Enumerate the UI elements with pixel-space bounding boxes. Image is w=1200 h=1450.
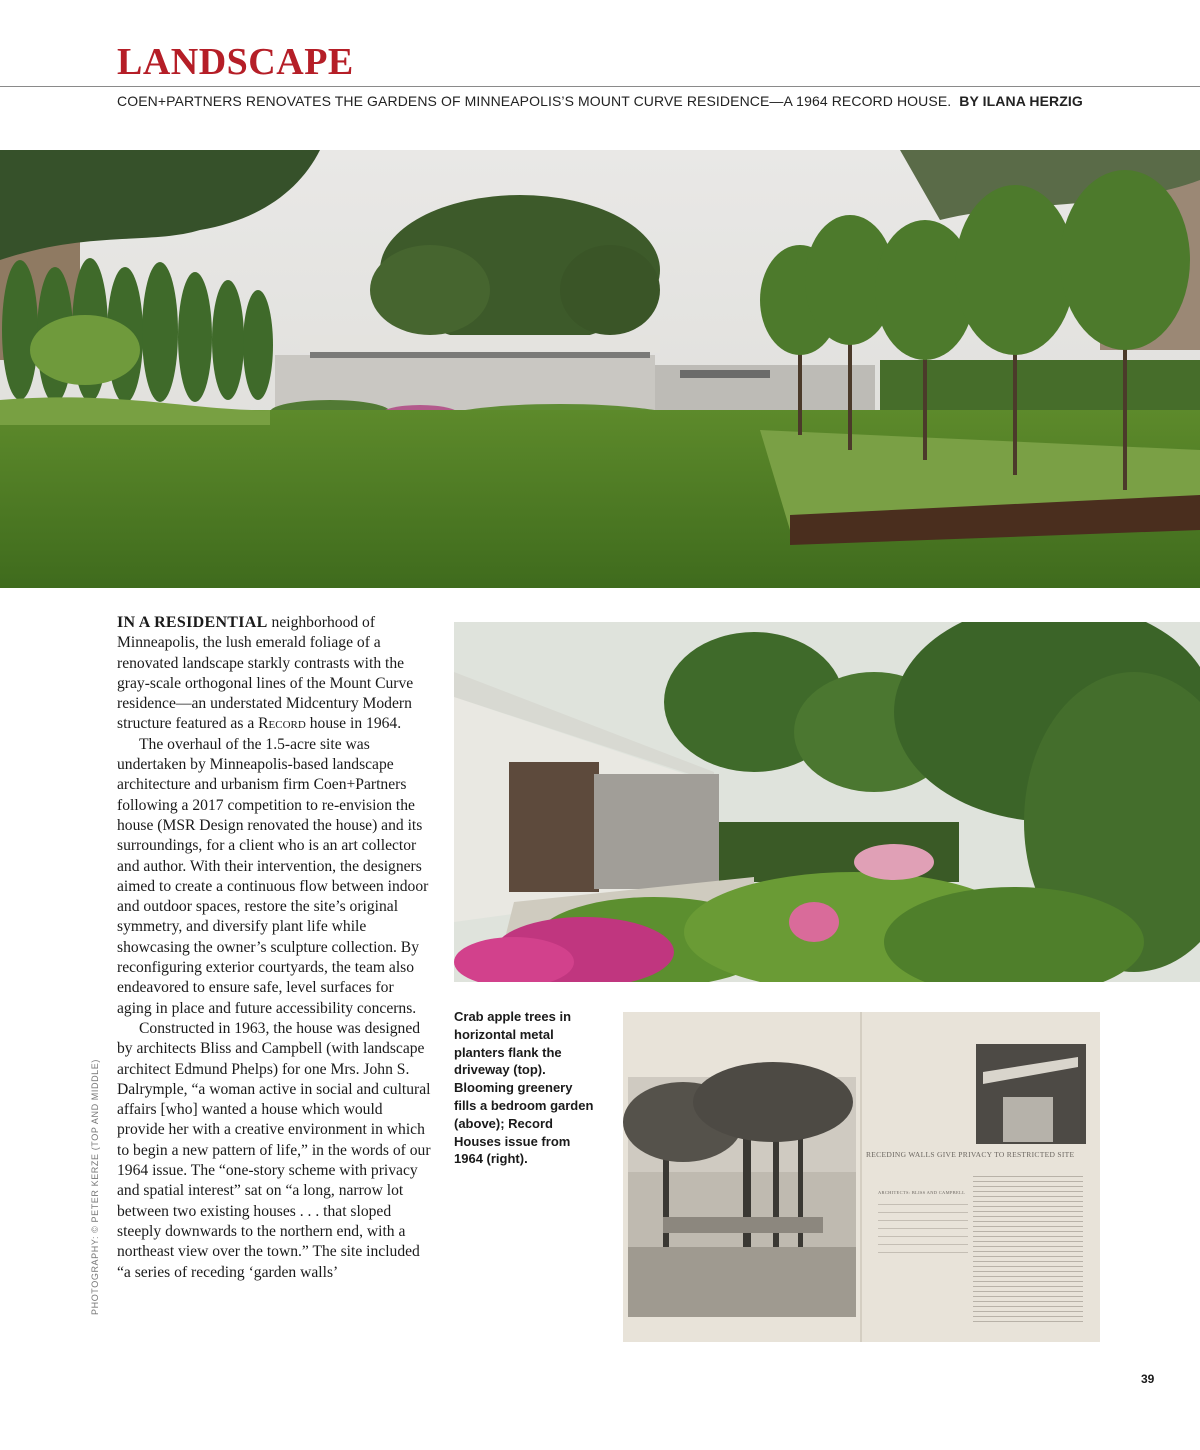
byline: BY ILANA HERZIG — [959, 93, 1083, 109]
paragraph-3: Constructed in 1963, the house was designed by architects Bliss and Campbell (with landscape architect Edmund Phelps) for one Mrs. John S. Dalrymple, “a woman active in social and cultural affairs [who] wanted a house which would provide her with a creative environment in which to begin a new pattern of life,” in the words of our 1964 issue. The “one-story scheme with privacy and spatial interest” sat on “a long, narrow lot between two existing houses . . . that sloped steeply downwards to the northern end, with a northeast view over the town.” The site included “a series of receding ‘garden walls’ — [117, 1019, 431, 1281]
photo-credit: PHOTOGRAPHY: © PETER KERZE (TOP AND MIDDLE) — [90, 1059, 100, 1315]
deck-text: COEN+PARTNERS RENOVATES THE GARDENS OF MINNEAPOLIS’S MOUNT CURVE RESIDENCE—A 1964 RECORD HOUSE. — [117, 93, 952, 109]
lead-in: IN A RESIDENTIAL — [117, 614, 268, 631]
scan-body-lines — [973, 1174, 1083, 1324]
record-smallcaps: Record — [258, 715, 306, 733]
record-houses-scan — [623, 1012, 1100, 1342]
paragraph-1 — [117, 613, 431, 735]
deck — [117, 93, 1117, 109]
p1-text-b: house in 1964. — [305, 715, 402, 733]
page-number: 39 — [1141, 1372, 1155, 1386]
hero-photo — [0, 150, 1200, 588]
scan-headline: RECEDING WALLS GIVE PRIVACY TO RESTRICTED SITE — [866, 1150, 1075, 1159]
p1-text-a: neighborhood of Minneapolis, the lush emerald foliage of a renovated landscape starkly contrasts with the gray-scale orthogonal lines of the Mount Curve residence—an understated Midcentury Modern structure featured as a — [117, 614, 414, 733]
header-rule — [0, 86, 1200, 87]
scan-architects: ARCHITECTS: BLISS AND CAMPBELL — [878, 1190, 966, 1195]
article-body — [117, 613, 431, 1283]
scan-credits-lines — [878, 1200, 968, 1256]
photo-caption: Crab apple trees in horizontal metal planters flank the driveway (top). Blooming greenery fills a bedroom garden (above); Record Houses issue from 1964 (right). — [454, 1009, 594, 1167]
section-title: LANDSCAPE — [117, 41, 354, 83]
garden-photo — [454, 622, 1200, 982]
paragraph-2: The overhaul of the 1.5-acre site was undertaken by Minneapolis-based landscape architecture and urbanism firm Coen+Partners following a 2017 competition to re-envision the house (MSR Design renovated the house) and its surroundings, for a client who is an art collector and author. With their intervention, the designers aimed to create a continuous flow between indoor and outdoor spaces, restore the site’s original symmetry, and diversify plant life while showcasing the owner’s sculpture collection. By reconfiguring exterior courtyards, the team also endeavored to ensure safe, level surfaces for aging in place and future accessibility concerns. — [117, 735, 429, 1017]
